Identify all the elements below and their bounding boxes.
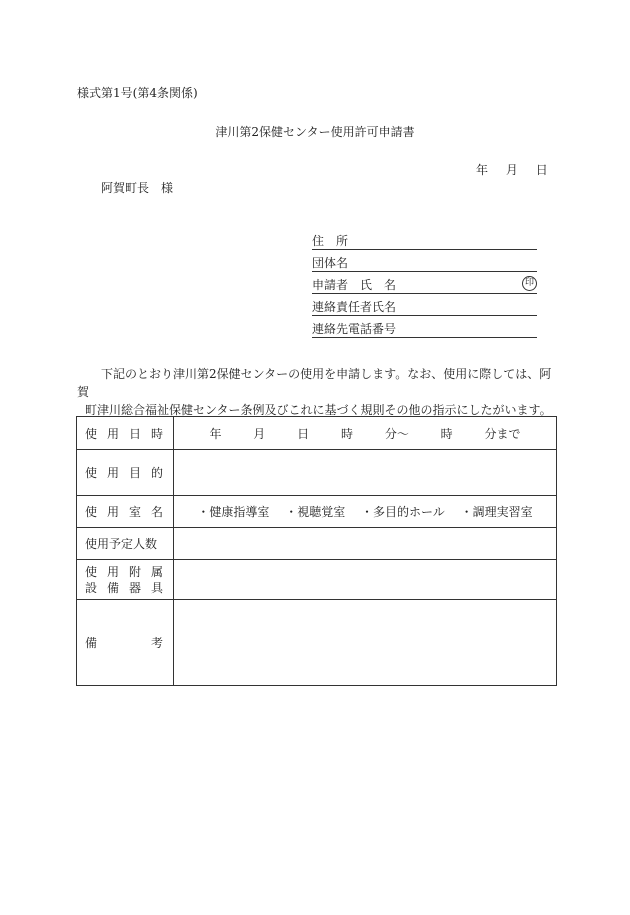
label-char: 時 bbox=[150, 426, 163, 441]
label-char: 使 bbox=[85, 564, 98, 579]
label-char: 属 bbox=[150, 564, 163, 579]
label-char: 室 bbox=[128, 505, 141, 519]
label-equipment bbox=[77, 560, 174, 600]
remarks-value[interactable] bbox=[174, 600, 557, 686]
recipient: 阿賀町長 様 bbox=[101, 181, 174, 195]
document-title: 津川第2保健センター使用許可申請書 bbox=[215, 125, 415, 139]
group-name-field[interactable] bbox=[312, 255, 537, 272]
label-char: 使 bbox=[85, 426, 98, 441]
label-char: 用 bbox=[106, 426, 119, 441]
date-day-label: 日 bbox=[535, 163, 548, 177]
label-char: 使 bbox=[85, 505, 98, 519]
applicant-name-label: 申請者 氏 名 bbox=[312, 278, 397, 292]
unit-hour: 時 bbox=[340, 426, 353, 441]
label-char: 器 bbox=[128, 580, 141, 595]
row-expected-attendees bbox=[77, 528, 557, 560]
applicant-name-field[interactable] bbox=[312, 277, 537, 294]
expected-attendees-value[interactable] bbox=[174, 528, 557, 560]
row-usage-purpose bbox=[77, 450, 557, 496]
address-field[interactable] bbox=[312, 233, 537, 250]
date-year-label: 年 bbox=[476, 163, 489, 177]
label-char: 設 bbox=[85, 580, 98, 595]
label-char: 名 bbox=[150, 505, 163, 519]
date-line bbox=[476, 161, 548, 178]
date-month-label: 月 bbox=[505, 163, 518, 177]
unit-day: 日 bbox=[297, 426, 310, 441]
room-option-multipurpose-hall[interactable]: ・多目的ホール bbox=[361, 505, 445, 519]
form-code: 様式第1号(第4条関係) bbox=[77, 86, 198, 100]
body-line-1: 下記のとおり津川第2保健センターの使用を申請します。なお、使用に際しては、阿賀 bbox=[77, 367, 552, 399]
unit-minute-to: 分まで bbox=[484, 426, 521, 441]
label-char: 備 bbox=[106, 580, 119, 595]
label-usage-purpose bbox=[77, 450, 174, 496]
contact-person-label: 連絡責任者氏名 bbox=[312, 300, 397, 314]
row-equipment bbox=[77, 560, 557, 600]
contact-person-field[interactable] bbox=[312, 299, 537, 316]
unit-minute-from: 分〜 bbox=[384, 426, 409, 441]
room-option-health-guidance[interactable]: ・健康指導室 bbox=[197, 505, 270, 519]
room-option-audiovisual[interactable]: ・視聴覚室 bbox=[285, 505, 346, 519]
label-expected-attendees: 使用予定人数 bbox=[77, 528, 174, 560]
label-usage-datetime bbox=[77, 417, 174, 450]
body-text bbox=[77, 365, 557, 419]
body-line-2: 町津川総合福祉保健センター条例及びこれに基づく規則その他の指示にしたがいます。 bbox=[85, 403, 552, 417]
row-remarks bbox=[77, 600, 557, 686]
equipment-value[interactable] bbox=[174, 560, 557, 600]
room-option-cooking[interactable]: ・調理実習室 bbox=[460, 505, 533, 519]
label-char: 用 bbox=[106, 564, 119, 579]
unit-hour-to: 時 bbox=[440, 426, 453, 441]
label-room-name bbox=[77, 496, 174, 528]
seal-mark: 印 bbox=[522, 276, 537, 291]
label-char: 附 bbox=[128, 564, 141, 579]
label-char: 用 bbox=[106, 466, 119, 480]
contact-phone-field[interactable] bbox=[312, 321, 537, 338]
row-room-name bbox=[77, 496, 557, 528]
usage-purpose-value[interactable] bbox=[174, 450, 557, 496]
address-label: 住 所 bbox=[312, 234, 349, 248]
label-char: 使 bbox=[85, 466, 98, 480]
unit-month: 月 bbox=[253, 426, 266, 441]
label-char: 具 bbox=[150, 580, 163, 595]
label-char: 備 bbox=[85, 636, 98, 650]
label-char: 的 bbox=[150, 466, 163, 480]
usage-table bbox=[76, 416, 557, 686]
contact-phone-label: 連絡先電話番号 bbox=[312, 322, 397, 336]
label-char: 考 bbox=[150, 636, 163, 650]
row-usage-datetime bbox=[77, 417, 557, 450]
group-name-label: 団体名 bbox=[312, 256, 349, 270]
label-remarks bbox=[77, 600, 174, 686]
room-options bbox=[174, 496, 557, 528]
label-char: 用 bbox=[106, 505, 119, 519]
usage-datetime-value[interactable] bbox=[174, 417, 557, 450]
label-char: 目 bbox=[128, 466, 141, 480]
unit-year: 年 bbox=[209, 426, 222, 441]
label-char: 日 bbox=[128, 426, 141, 441]
